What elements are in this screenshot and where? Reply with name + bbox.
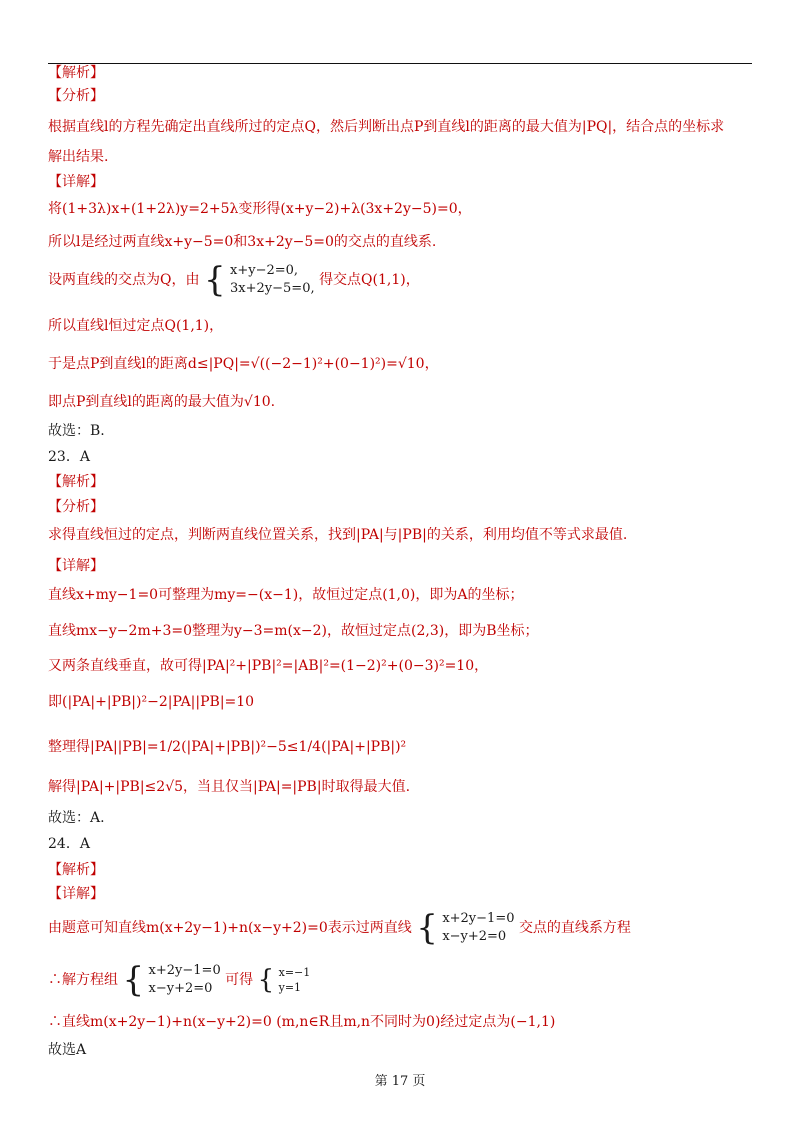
section-heading-xiangjie: 【详解】 [48, 558, 104, 574]
section-heading-fenxi: 【分析】 [48, 499, 104, 515]
equation-system [230, 262, 315, 298]
section-heading-jiexi: 【解析】 [48, 65, 104, 81]
solution-line: 所以直线l恒过定点Q(1,1)， [48, 318, 224, 334]
solution-values [279, 965, 311, 995]
solution-line: 直线mx−y−2m+3=0整理为y−3=m(x−2)，故恒过定点(2,3)，即为B坐标； [48, 623, 539, 639]
solution-line: ∴直线m(x+2y−1)+n(x−y+2)=0 (m,n∈R且m,n不同时为0)经过定点为(−1,1) [48, 1014, 556, 1030]
system-intro: ∴解方程组 [48, 972, 118, 988]
equation-system [149, 962, 221, 998]
system-eq-1: x+2y−1=0 [148, 963, 221, 978]
section-heading-jiexi: 【解析】 [48, 862, 104, 878]
system-eq-1: x+2y−1=0 [442, 911, 515, 926]
solution-line: 所以l是经过两直线x+y−5=0和3x+2y−5=0的交点的直线系. [48, 234, 437, 250]
solution-x: x=−1 [278, 966, 311, 979]
analysis-text: 求得直线恒过的定点，判断两直线位置关系，找到|PA|与|PB|的关系，利用均值不等式求最值. [48, 527, 628, 543]
brace-symbol: { [257, 965, 275, 995]
solution-line: 整理得|PA||PB|=1/2(|PA|+|PB|)²−5≤1/4(|PA|+|PB|)² [48, 739, 407, 755]
solution-y: y=1 [278, 981, 302, 994]
system-result: 交点的直线系方程 [518, 920, 631, 936]
answer-line: 故选：A. [48, 810, 105, 826]
solution-line: 即点P到直线l的距离的最大值为√10. [48, 394, 276, 410]
question-number: 23．A [48, 449, 90, 465]
analysis-text: 根据直线l的方程先确定出直线所过的定点Q，然后判断出点P到直线l的距离的最大值为|PQ|，结合点的坐标求 [48, 119, 725, 135]
brace-symbol: { [416, 908, 438, 948]
page-number: 第 17 页 [374, 1074, 426, 1089]
solution-line: 即(|PA|+|PB|)²−2|PA||PB|=10 [48, 694, 255, 710]
system-result: 得交点Q(1,1)， [319, 272, 420, 288]
equation-system [442, 910, 514, 946]
answer-line: 故选A [48, 1042, 87, 1058]
solution-line: 又两条直线垂直，故可得|PA|²+|PB|²=|AB|²=(1−2)²+(0−3)²=10， [48, 658, 489, 674]
system-eq-2: 3x+2y−5=0, [230, 281, 315, 296]
section-heading-jiexi: 【解析】 [48, 474, 104, 490]
analysis-text-cont: 解出结果. [48, 149, 109, 165]
question-number: 24．A [48, 836, 90, 852]
system-eq-2: x−y+2=0 [442, 929, 507, 944]
solution-system-line [48, 910, 631, 946]
answer-line: 故选：B. [48, 423, 105, 439]
system-intro: 设两直线的交点为Q，由 [48, 272, 200, 288]
system-result: 可得 [225, 972, 254, 988]
system-eq-1: x+y−2=0, [230, 263, 299, 278]
solution-system-line [48, 262, 420, 298]
system-intro: 由题意可知直线m(x+2y−1)+n(x−y+2)=0表示过两直线 [48, 920, 412, 936]
section-heading-xiangjie: 【详解】 [48, 174, 104, 190]
section-heading-fenxi: 【分析】 [48, 88, 104, 104]
solution-system-line [48, 962, 310, 998]
brace-symbol: { [122, 960, 145, 1000]
solution-line: 直线x+my−1=0可整理为my=−(x−1)，故恒过定点(1,0)，即为A的坐标； [48, 587, 524, 603]
header-rule [48, 63, 752, 64]
solution-line: 于是点P到直线l的距离d≤|PQ|=√((−2−1)²+(0−1)²)=√10， [48, 356, 439, 372]
solution-line: 解得|PA|+|PB|≤2√5，当且仅当|PA|=|PB|时取得最大值. [48, 779, 411, 795]
brace-symbol: { [203, 260, 226, 300]
system-eq-2: x−y+2=0 [148, 981, 213, 996]
solution-line: 将(1+3λ)x+(1+2λ)y=2+5λ变形得(x+y−2)+λ(3x+2y−5)=0， [48, 201, 472, 217]
section-heading-xiangjie: 【详解】 [48, 886, 104, 902]
